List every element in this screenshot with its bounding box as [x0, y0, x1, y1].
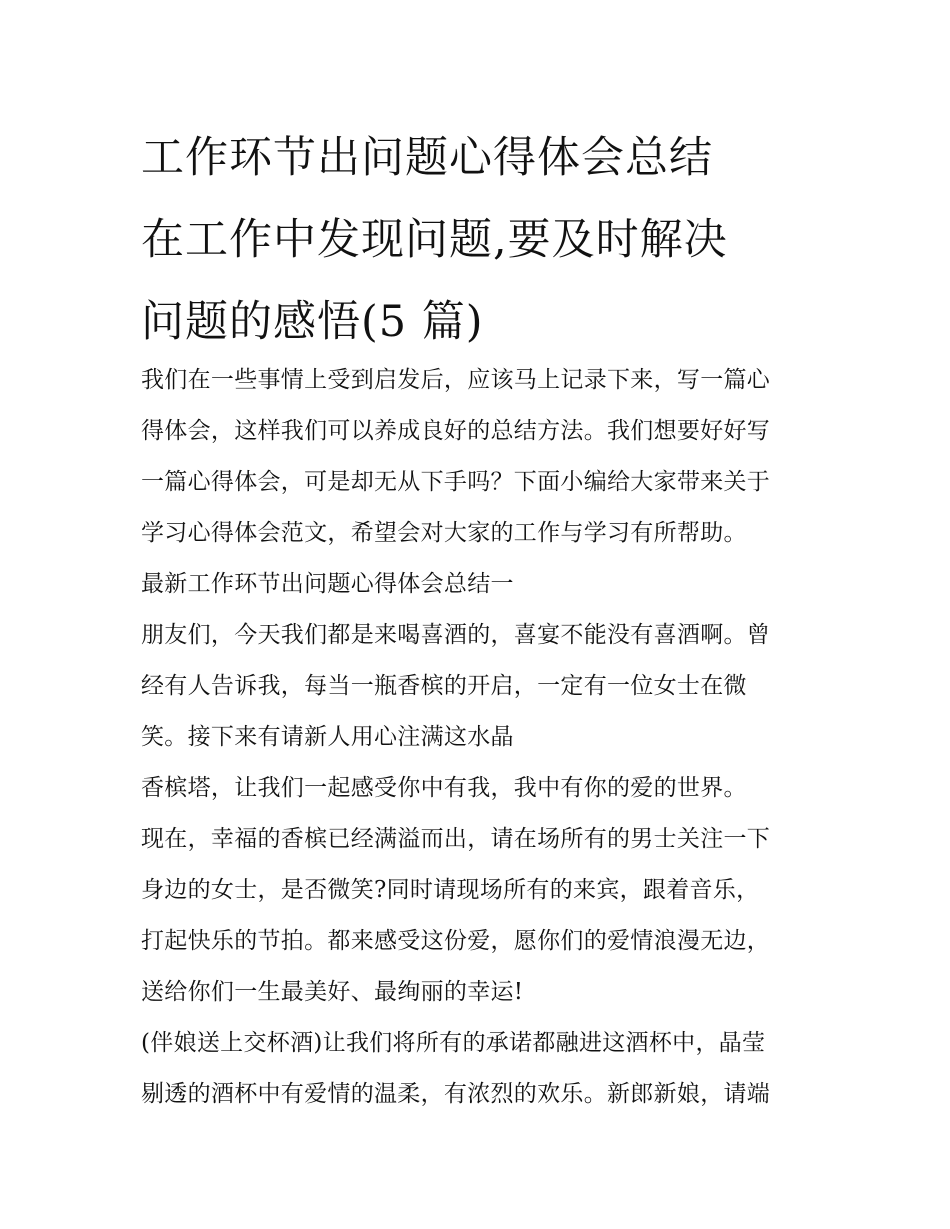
body-line: 学习心得体会范文，希望会对大家的工作与学习有所帮助。: [141, 520, 747, 546]
body-line: 我们在一些事情上受到启发后，应该马上记录下来，写一篇心: [141, 367, 771, 393]
body-line: 剔透的酒杯中有爱情的温柔，有浓烈的欢乐。新郎新娘，请端: [141, 1081, 771, 1107]
title-line: 工作环节出问题心得体会总结: [141, 133, 713, 183]
body-line: 一篇心得体会，可是却无从下手吗？下面小编给大家带来关于: [141, 469, 771, 495]
document-title: [141, 117, 821, 363]
body-line: 经有人告诉我，每当一瓶香槟的开启，一定有一位女士在微: [141, 673, 747, 699]
body-line: 现在，幸福的香槟已经满溢而出，请在场所有的男士关注一下: [141, 826, 771, 852]
body-line: 身边的女士，是否微笑?同时请现场所有的来宾，跟着音乐，: [141, 877, 760, 903]
section-heading: 最新工作环节出问题心得体会总结一: [141, 571, 514, 597]
document-body: [141, 355, 821, 1120]
title-line: 问题的感悟(5 篇): [141, 297, 484, 347]
body-line: 笑。接下来有请新人用心注满这水晶: [141, 724, 514, 750]
body-line: 得体会，这样我们可以养成良好的总结方法。我们想要好好写: [141, 418, 771, 444]
title-line: 在工作中发现问题,要及时解决: [141, 215, 728, 265]
body-line: (伴娘送上交杯酒)让我们将所有的承诺都融进这酒杯中，晶莹: [141, 1030, 766, 1056]
body-line: 打起快乐的节拍。都来感受这份爱，愿你们的爱情浪漫无边，: [141, 928, 771, 954]
body-line: 送给你们一生最美好、最绚丽的幸运!: [141, 979, 524, 1005]
body-line: 朋友们，今天我们都是来喝喜酒的，喜宴不能没有喜酒啊。曾: [141, 622, 771, 648]
body-line: 香槟塔，让我们一起感受你中有我，我中有你的爱的世界。: [141, 775, 747, 801]
